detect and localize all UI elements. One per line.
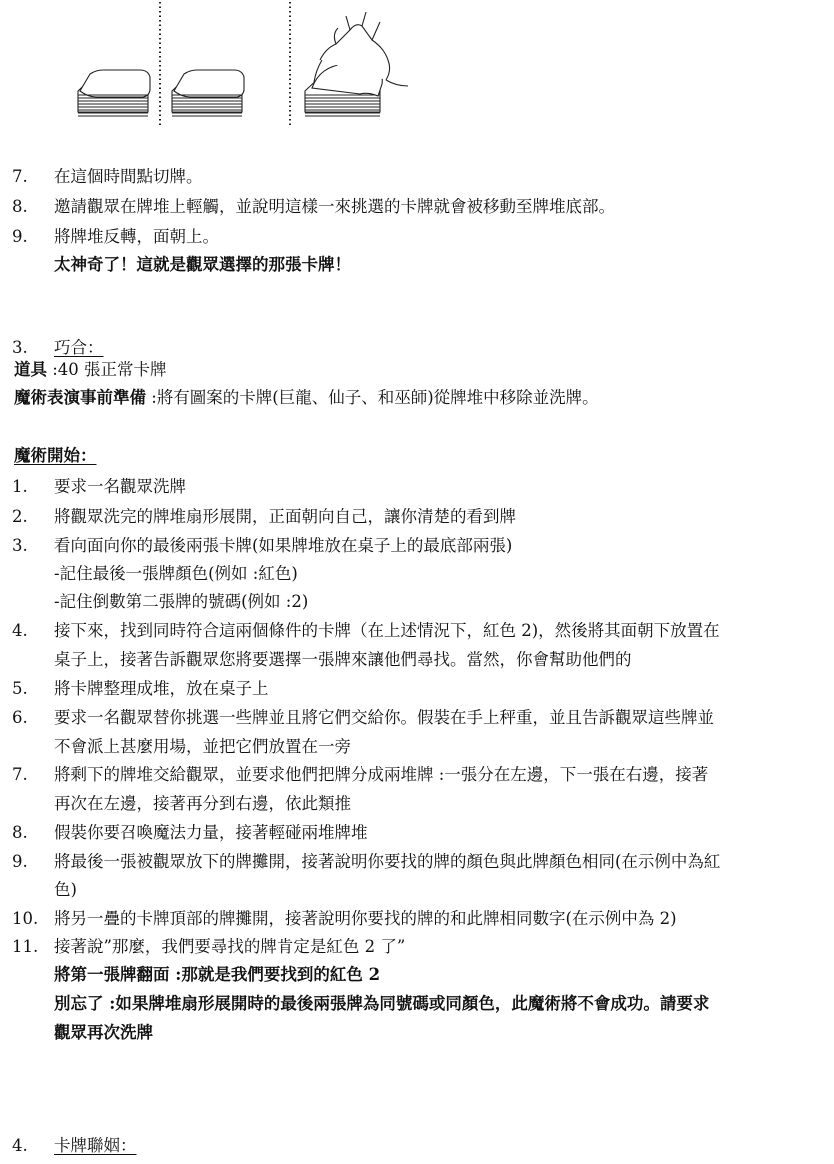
list-item-text: 在這個時間點切牌。 (54, 167, 203, 186)
list-item-text: 要求一名觀眾替你挑選一些牌並且將它們交給你。假裝在手上秤重，並且告訴觀眾這些牌並 (54, 708, 714, 727)
section-title: 巧合： (54, 338, 104, 357)
list-item-number: 10. (12, 909, 39, 928)
list-item-text: 將卡牌整理成堆，放在桌子上 (54, 679, 269, 698)
list-item-text: 接著說”那麼，我們要尋找的牌肯定是紅色 2 了” (54, 937, 406, 956)
list-item-number: 6. (12, 708, 28, 727)
list-item-number: 11. (12, 937, 39, 956)
prep-label: 魔術表演事前準備 (14, 388, 146, 407)
list-item-text: -記住倒數第二張牌的號碼(例如 :2) (54, 592, 309, 611)
list-item-text: 要求一名觀眾洗牌 (54, 477, 186, 496)
list-item-number: 1. (12, 477, 28, 496)
list-item-text: 色) (54, 880, 77, 899)
list-item-text: 桌子上，接著告訴觀眾您將要選擇一張牌來讓他們尋找。當然，你會幫助他們的 (54, 650, 632, 669)
conclusion-text: 太神奇了！這就是觀眾選擇的那張卡牌！ (54, 255, 351, 274)
list-item-text: 不會派上甚麼用場，並把它們放置在一旁 (54, 737, 351, 756)
list-item-text: -記住最後一張牌顏色(例如 :紅色) (54, 564, 298, 583)
list-item-number: 8. (12, 823, 28, 842)
bold-line-text: 別忘了 :如果牌堆扇形展開時的最後兩張牌為同號碼或同顏色，此魔術將不會成功。請要求 (54, 994, 710, 1013)
list-item-text: 假裝你要召喚魔法力量，接著輕碰兩堆牌堆 (54, 823, 368, 842)
list-item-text: 將最後一張被觀眾放下的牌攤開，接著說明你要找的牌的顏色與此牌顏色相同(在示例中為紅 (54, 852, 721, 871)
section-number: 4. (12, 1136, 28, 1155)
list-item-number: 2. (12, 507, 28, 526)
list-item-number: 5. (12, 679, 28, 698)
list-item-number: 4. (12, 621, 28, 640)
start-heading-text: 魔術開始： (14, 446, 97, 465)
props-value: :40 張正常卡牌 (47, 360, 167, 379)
start-heading (14, 445, 97, 467)
prep-line (14, 387, 599, 409)
prep-value: :將有圖案的卡牌(巨龍、仙子、和巫師)從牌堆中移除並洗牌。 (146, 388, 599, 407)
props-label: 道具 (14, 360, 47, 379)
list-item-number: 7. (12, 167, 28, 186)
list-item-text: 將剩下的牌堆交給觀眾，並要求他們把牌分成兩堆牌 :一張分在左邊，下一張在右邊，接著 (54, 765, 709, 784)
list-item-text: 再次在左邊，接著再分到右邊，依此類推 (54, 794, 351, 813)
card-cut-illustration (0, 0, 834, 150)
bold-line-text: 觀眾再次洗牌 (54, 1023, 153, 1042)
list-item-number: 9. (12, 227, 28, 246)
section-number: 3. (12, 338, 28, 357)
list-item-text: 將觀眾洗完的牌堆扇形展開，正面朝向自己，讓你清楚的看到牌 (54, 507, 516, 526)
list-item-number: 7. (12, 765, 28, 784)
list-item-number: 3. (12, 536, 28, 555)
list-item-text: 接下來，找到同時符合這兩個條件的卡牌（在上述情況下，紅色 2)，然後將其面朝下放置在 (54, 621, 720, 640)
section-title: 卡牌聯姻： (54, 1136, 137, 1155)
list-item-number: 8. (12, 197, 28, 216)
bold-line-text: 將第一張牌翻面 :那就是我們要找到的紅色 2 (54, 965, 381, 984)
list-item-text: 邀請觀眾在牌堆上輕觸，並說明這樣一來挑選的卡牌就會被移動至牌堆底部。 (54, 197, 615, 216)
list-item-text: 將牌堆反轉，面朝上。 (54, 227, 219, 246)
deck-icon-2 (172, 70, 244, 116)
props-line (14, 359, 167, 381)
list-item-number: 9. (12, 852, 28, 871)
deck-icon-1 (78, 70, 150, 116)
list-item-text: 看向面向你的最後兩張卡牌(如果牌堆放在桌子上的最底部兩張) (54, 536, 513, 555)
deck-with-hand-icon (305, 12, 408, 116)
list-item-text: 將另一疊的卡牌頂部的牌攤開，接著說明你要找的牌的和此牌相同數字(在示例中為 2) (54, 909, 677, 928)
